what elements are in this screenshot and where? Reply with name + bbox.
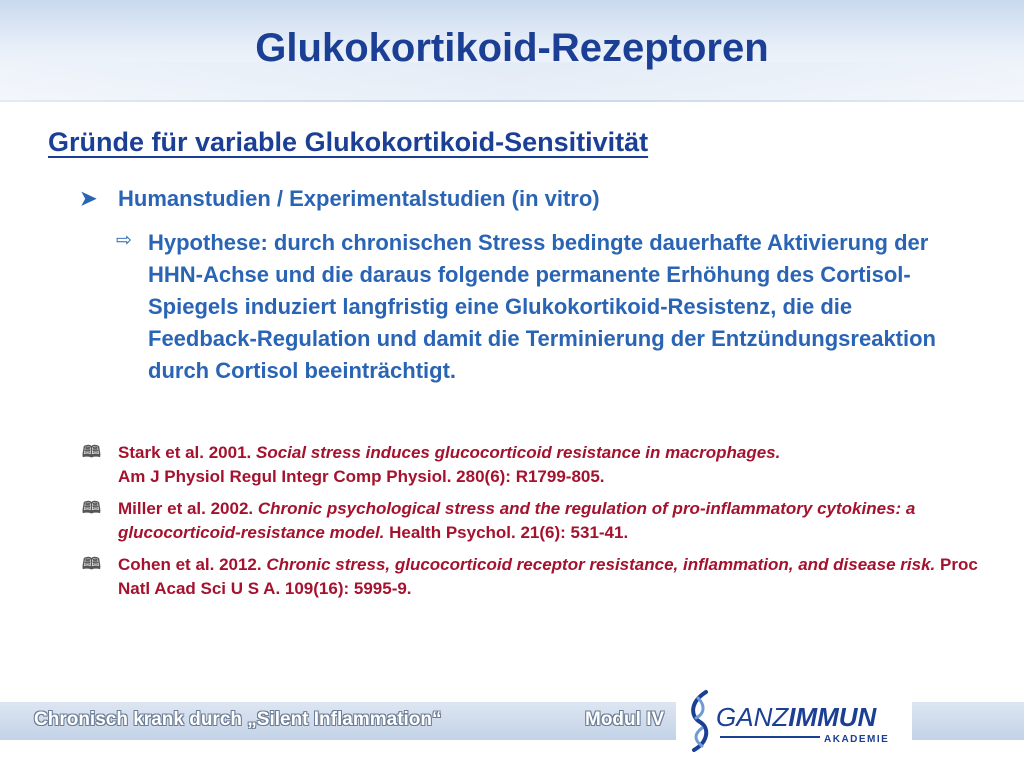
reference-journal: Am J Physiol Regul Integr Comp Physiol. 280(6): R1799-805. — [118, 467, 605, 486]
hollow-arrow-icon: ⇨ — [116, 230, 132, 251]
book-icon: 🕮 — [82, 444, 101, 461]
reference-item — [82, 441, 982, 489]
reference-title: Chronic psychological stress and the regulation of pro-inflammatory cytokines: a glucocorticoid-resistance model. — [118, 499, 916, 542]
logo-underline — [720, 736, 820, 738]
references-list — [82, 441, 982, 609]
arrow-bullet-icon: ➤ — [80, 188, 97, 210]
logo-immun: IMMUN — [788, 702, 877, 732]
footer-module: Modul IV — [585, 709, 665, 730]
logo-ganz: GANZ — [716, 702, 789, 732]
slide-title: Glukokortikoid-Rezeptoren — [255, 26, 769, 70]
reference-author: Cohen et al. 2012. — [118, 555, 262, 574]
logo-akademie: AKADEMIE — [824, 734, 890, 745]
reference-journal: Health Psychol. 21(6): 531-41. — [389, 523, 629, 542]
reference-author: Stark et al. 2001. — [118, 443, 252, 462]
hypothesis-text: Hypothese: durch chronischen Stress bedingte dauerhafte Aktivierung der HHN-Achse und die daraus folgende permanente Erhöhung des Cortisol-Spiegels induziert langfristig eine Glukokortikoid-Resistenz, die die Feedback-Regulation und damit die Terminierung der Entzündungsreaktion durch Cortisol beeinträchtigt. — [148, 230, 936, 383]
reference-item — [82, 553, 982, 601]
title-divider — [0, 100, 1024, 102]
reference-title: Chronic stress, glucocorticoid receptor resistance, inflammation, and disease risk. — [266, 555, 936, 574]
bullet-level1-text: Humanstudien / Experimentalstudien (in vitro) — [118, 186, 600, 211]
slide-subtitle: Gründe für variable Glukokortikoid-Sensitivität — [48, 127, 649, 157]
reference-author: Miller et al. 2002. — [118, 499, 254, 518]
book-icon: 🕮 — [82, 500, 101, 517]
book-icon: 🕮 — [82, 556, 101, 573]
reference-title: Social stress induces glucocorticoid resistance in macrophages. — [256, 443, 781, 462]
helix-logo-icon — [684, 688, 714, 752]
reference-item — [82, 497, 982, 545]
logo-wordmark — [716, 702, 876, 733]
ganzimmun-logo — [676, 686, 912, 756]
reference-journal: Proc Natl Acad Sci U S A. 109(16): 5995-9. — [118, 555, 978, 598]
footer-course-title: Chronisch krank durch „Silent Inflammation“ — [34, 709, 442, 730]
